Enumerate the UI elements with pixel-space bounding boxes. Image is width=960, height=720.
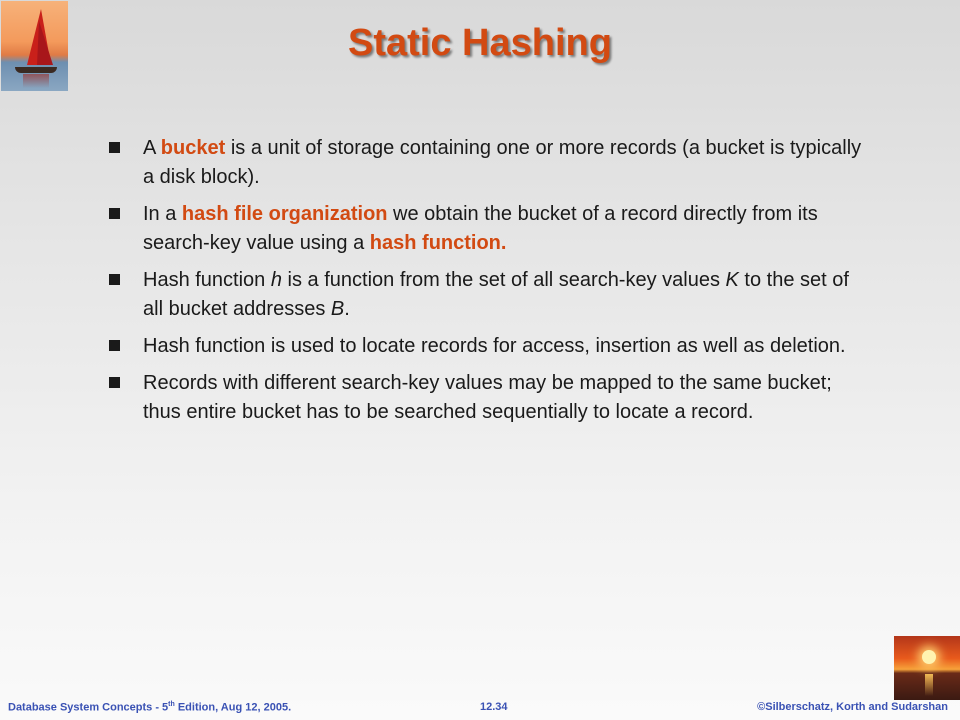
- slide-title: Static Hashing: [348, 22, 612, 64]
- footer-course: Database System Concepts - 5th Edition, Aug 12, 2005.: [8, 701, 292, 714]
- list-item: Hash function is used to locate records for access, insertion as well as deletion.: [109, 332, 869, 361]
- term-highlight: bucket: [160, 137, 226, 159]
- term-highlight: hash function.: [369, 232, 507, 254]
- term-highlight: hash file organization: [181, 203, 388, 225]
- list-item: A bucket is a unit of storage containing one or more records (a bucket is typically a disk block).: [109, 134, 869, 192]
- list-item: In a hash file organization we obtain the bucket of a record directly from its search-key value using a hash function.: [109, 200, 869, 258]
- square-bullet-icon: [109, 142, 120, 153]
- list-item: Records with different search-key values may be mapped to the same bucket; thus entire bucket has to be searched sequentially to locate a record.: [109, 369, 869, 427]
- footer-copyright: ©Silberschatz, Korth and Sudarshan: [757, 701, 948, 713]
- square-bullet-icon: [109, 340, 120, 351]
- sunset-photo: [894, 636, 960, 700]
- footer-page-number: 12.34: [480, 701, 508, 713]
- list-item: Hash function h is a function from the set of all search-key values K to the set of all bucket addresses B.: [109, 266, 869, 324]
- square-bullet-icon: [109, 208, 120, 219]
- bullet-list: [109, 134, 869, 435]
- square-bullet-icon: [109, 377, 120, 388]
- square-bullet-icon: [109, 274, 120, 285]
